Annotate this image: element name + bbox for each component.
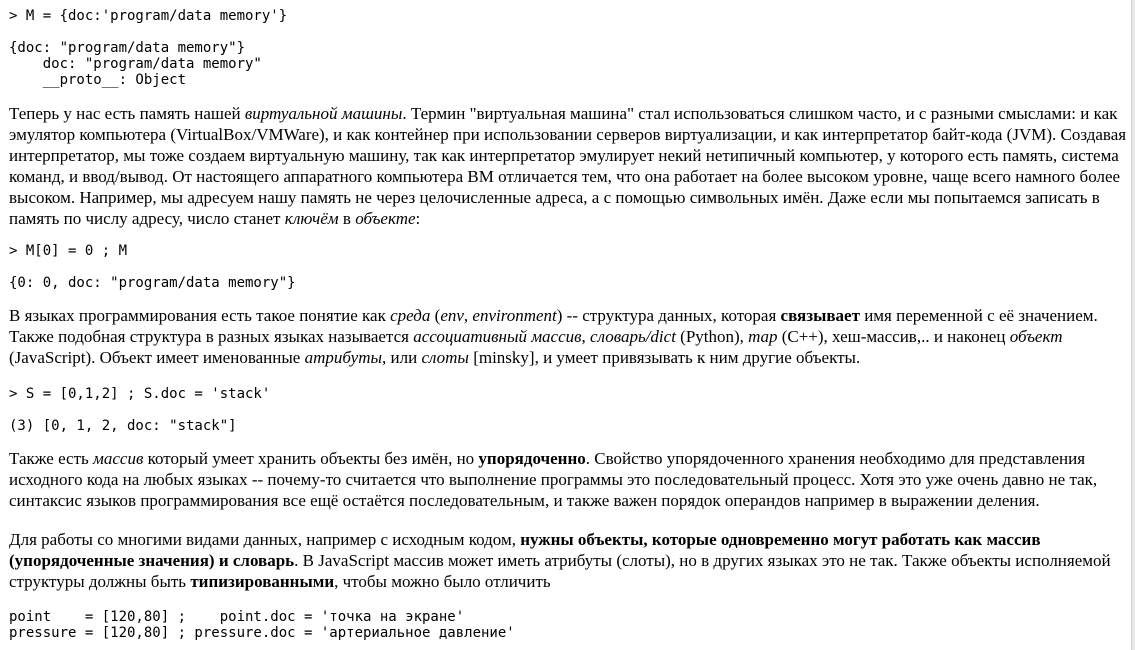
paragraph-virtual-machine: Теперь у нас есть память нашей виртуальной машины. Термин "виртуальная машина" стал использоваться слишком часто, и с разными смыслами: и как эмулятор компьютера (VirtualBox/VMWare), и как контейнер при использовании серверов виртуализации, и как интерпретатор байт-кода (JVM). Создавая интерпретатор, мы тоже создаем виртуальную машину, так как интерпретатор эмулирует некий нетипичный компьютер, у которого есть память, система команд, и ввод/вывод. От настоящего аппаратного компьютера ВМ отличается тем, что она работает на более высоком уровне, чаще всего намного более высоком. Например, мы адресуем нашу память не через целочисленные адреса, а с помощью символьных имён. Даже если мы попытаемся записать в память по числу адресу, число станет ключём в объекте: <box>9 104 1127 228</box>
paragraph-array: Также есть массив который умеет хранить объекты без имён, но упорядоченно. Свойство упорядоченного хранения необходимо для представления исходного кода на любых языках -- почему-то считается что выполнение программы это последовательный процесс. Хотя это уже очень давно не так, синтаксис языков программирования все ещё остаётся последовательным, и также важен порядок операндов например в выражении деления. <box>9 449 1098 510</box>
console-input: > M = {doc:'program/data memory'} <box>9 8 288 24</box>
paragraph-environment: В языках программирования есть такое понятие как среда (env, environment) -- структура данных, которая связывает имя переменной с её значением. Также подобная структура в разных языках называется ассоциативный массив, словарь/dict (Python), map (C++), хеш-массив,.. и наконец объект (JavaScript). Объект имеет именованные атрибуты, или слоты [minsky], и умеет привязывать к ним другие объекты. <box>9 306 1098 367</box>
code-block-memory <box>9 8 287 88</box>
vertical-scrollbar[interactable] <box>1131 0 1135 650</box>
console-output: __proto__: Object <box>9 72 187 88</box>
code-line: pressure = [120,80] ; pressure.doc = 'артериальное давление' <box>9 625 515 641</box>
console-output: {0: 0, doc: "program/data memory"} <box>9 275 296 291</box>
code-block-typed-examples <box>9 609 515 641</box>
code-block-key <box>9 243 296 291</box>
code-block-stack <box>9 386 270 434</box>
console-input: > M[0] = 0 ; M <box>9 243 128 259</box>
console-output: doc: "program/data memory" <box>9 56 262 72</box>
paragraph-typed-objects: Для работы со многими видами данных, например с исходным кодом, нужны объекты, которые одновременно могут работать как массив (упорядоченные значения) и словарь. В JavaScript массив может иметь атрибуты (слоты), но в других языках это не так. Также объекты исполняемой структуры должны быть типизированными, чтобы можно было отличить <box>9 530 1111 591</box>
console-output: {doc: "program/data memory"} <box>9 40 246 56</box>
console-output: (3) [0, 1, 2, doc: "stack"] <box>9 418 237 434</box>
code-line: point = [120,80] ; point.doc = 'точка на экране' <box>9 609 465 625</box>
console-input: > S = [0,1,2] ; S.doc = 'stack' <box>9 386 271 402</box>
